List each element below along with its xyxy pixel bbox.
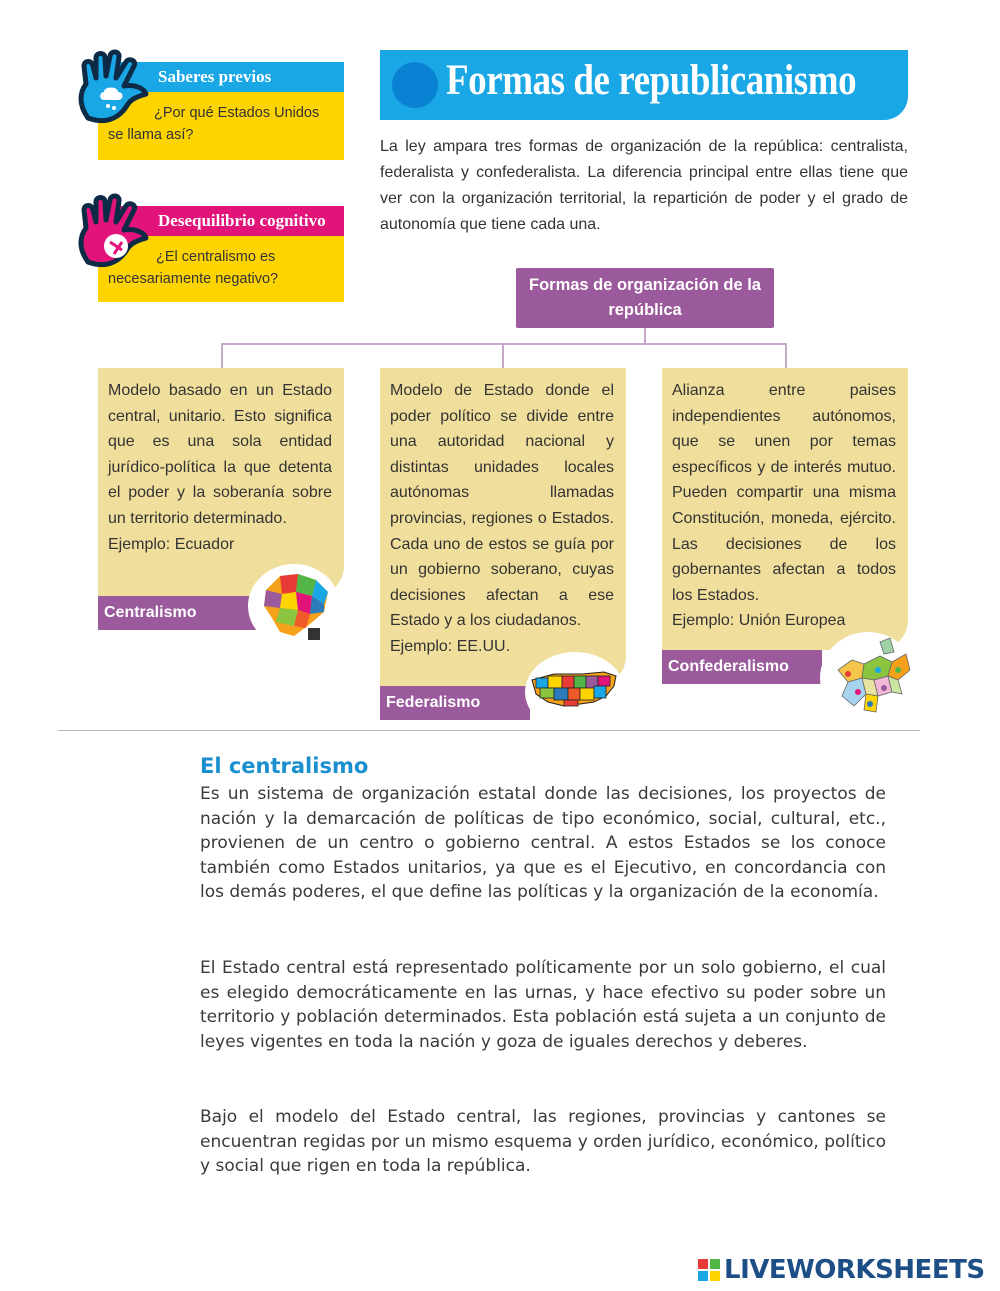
- centralismo-label: Centralismo: [98, 596, 258, 630]
- section-paragraph-1: Es un sistema de organización estatal donde las decisiones, los proyectos de nación y la demarcación de políticas de tipo económico, social, cultural, etc., provienen de un centro o gobierno central. A estos Estados se los conoce también como Estados unitarios, ya que es el Ejecutivo, en concordancia con los demás poderes, el que define las políticas y la organización de la economía.: [200, 784, 886, 902]
- section-title: El centralismo: [200, 754, 369, 778]
- europe-map-icon: [818, 630, 918, 726]
- section-paragraph-3: Bajo el modelo del Estado central, las regiones, provincias y cantones se encuentran regidas por un mismo esquema y orden jurídico, económico, político y social que rigen en toda la república.: [200, 1107, 886, 1176]
- confederalismo-label: Confederalismo: [662, 650, 822, 684]
- connector-line: [221, 343, 787, 345]
- desequilibrio-title: Desequilibrio cognitivo: [98, 206, 344, 236]
- centralismo-text: Modelo basado en un Estado central, unitario. Esto significa que es una sola entidad jurídico-política la que detenta el poder y la soberanía sobre un territorio determinado.: [108, 382, 332, 527]
- connector-line: [221, 343, 223, 368]
- confederalismo-text: Alianza entre paises independientes autónomos, que se unen por temas específicos y de interés mutuo. Pueden compartir una misma Constitución, moneda, ejército. Las decisiones de los gobernantes afectan a todos los Estados.: [672, 382, 896, 604]
- connector-line: [644, 328, 646, 344]
- saberes-previos-title: Saberes previos: [98, 62, 344, 92]
- title-banner: [380, 50, 908, 120]
- confederalismo-box: [662, 368, 908, 650]
- centralismo-example: Ejemplo: Ecuador: [108, 535, 235, 553]
- intro-paragraph: La ley ampara tres formas de organización de la república: centralista, federalista y confederalista. La diferencia principal entre ellas tiene que ver con la organización territorial, la repartición de poder y el grado de autonomía que tiene cada una.: [380, 138, 908, 233]
- page-title: Formas de republicanismo: [446, 57, 857, 104]
- banner-circle-icon: [392, 62, 438, 108]
- section-paragraph-2: El Estado central está representado políticamente por un solo gobierno, el cual es elegido democráticamente en las urnas, y hace efectivo su poder sobre un territorio y población determinados. Esta población está sujeta a un conjunto de leyes vigentes en toda la nación y goza de iguales derechos y deberes.: [200, 958, 886, 1052]
- federalismo-text: Modelo de Estado donde el poder político se divide entre una autoridad nacional y distintas unidades locales autónomas llamadas provincias, regiones o Estados. Cada uno de estos se guía por un gobierno soberano, cuyas decisiones afectan a ese Estado y a los ciudadanos.: [390, 382, 614, 630]
- diagram-root: Formas de organización de la república: [516, 268, 774, 328]
- pink-hand-icon: [74, 192, 156, 274]
- federalismo-box: [380, 368, 626, 686]
- usa-map-icon: [524, 652, 626, 724]
- section-divider: [58, 730, 920, 731]
- ecuador-map-icon: [246, 562, 342, 650]
- connector-line: [502, 343, 504, 368]
- desequilibrio-text: ¿El centralismo es necesariamente negativo?: [98, 236, 344, 302]
- blue-hand-icon: [74, 48, 156, 130]
- federalismo-example: Ejemplo: EE.UU.: [390, 637, 511, 655]
- saberes-previos-text: ¿Por qué Estados Unidos se llama así?: [98, 92, 344, 160]
- confederalismo-example: Ejemplo: Unión Europea: [672, 612, 846, 630]
- connector-line: [785, 343, 787, 368]
- federalismo-label: Federalismo: [380, 686, 530, 720]
- liveworksheets-logo-icon: [698, 1259, 720, 1281]
- footer-brand: LIVEWORKSHEETS: [724, 1255, 985, 1285]
